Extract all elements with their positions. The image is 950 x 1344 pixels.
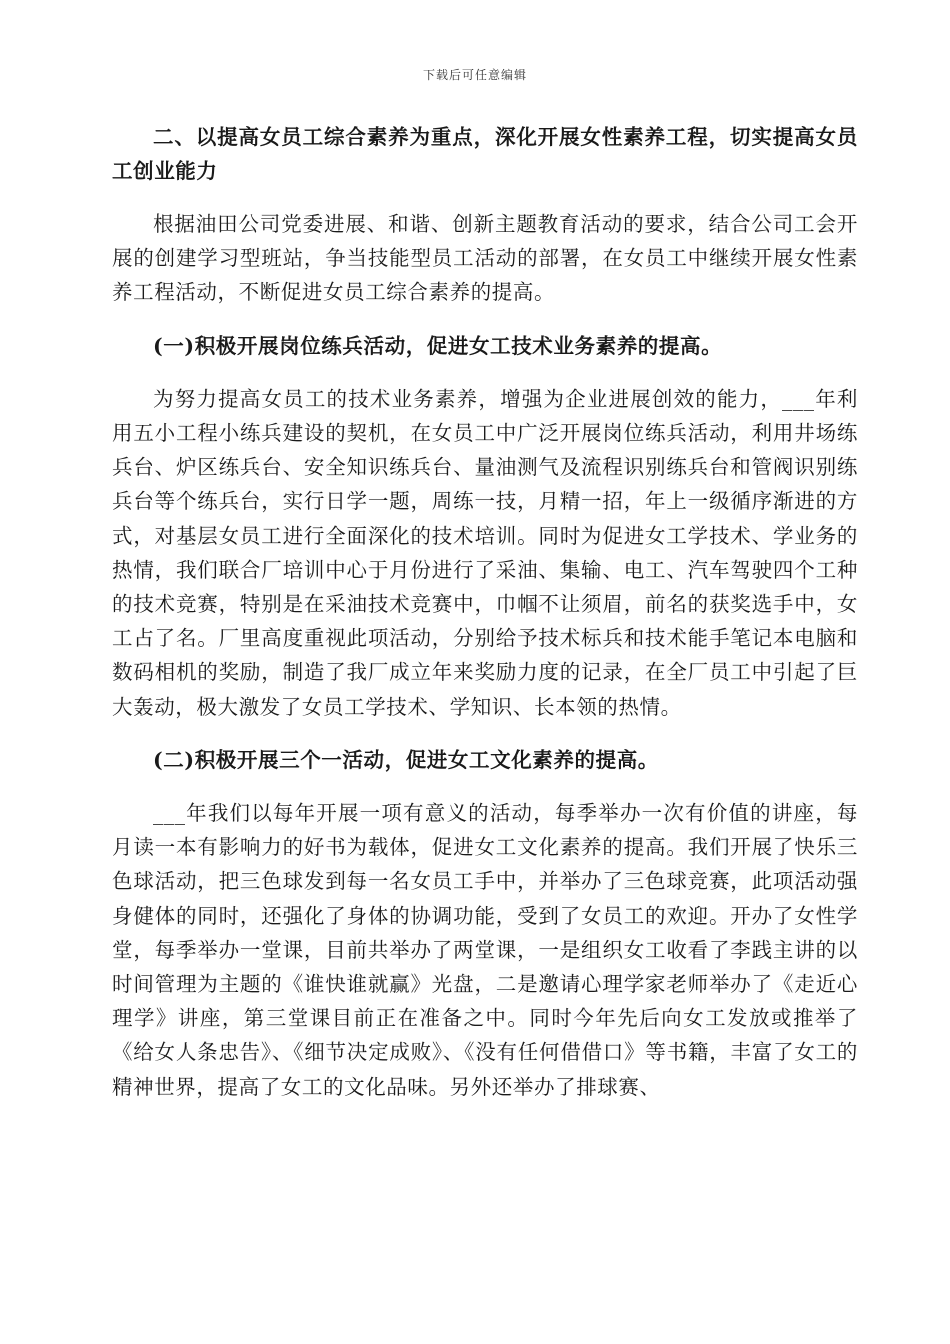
document-body xyxy=(112,120,858,1104)
subsection-paragraph-2: ___年我们以每年开展一项有意义的活动，每季举办一次有价值的讲座，每月读一本有影响力的好书为载体，促进女工文化素养的提高。我们开展了快乐三色球活动，把三色球发到每一名女员工手中，并举办了三色球竞赛，此项活动强身健体的同时，还强化了身体的协调功能，受到了女员工的欢迎。开办了女性学堂，每季举办一堂课，目前共举办了两堂课，一是组织女工收看了李践主讲的以时间管理为主题的《谁快谁就赢》光盘，二是邀请心理学家老师举办了《走近心理学》讲座，第三堂课目前正在准备之中。同时今年先后向女工发放或推举了《给女人条忠告》、《细节决定成败》、《没有任何借借口》等书籍，丰富了女工的精神世界，提高了女工的文化品味。另外还举办了排球赛、 xyxy=(112,801,858,1099)
section-title: 二、以提高女员工综合素养为重点，深化开展女性素养工程，切实提高女员工创业能力 xyxy=(112,125,858,183)
page-header-note: 下载后可任意编辑 xyxy=(422,68,527,82)
subsection-paragraph-1: 为努力提高女员工的技术业务素养，增强为企业进展创效的能力，___年利用五小工程小练兵建设的契机，在女员工中广泛开展岗位练兵活动，利用井场练兵台、炉区练兵台、安全知识练兵台、量油测气及流程识别练兵台和管阀识别练兵台等个练兵台，实行日学一题，周练一技，月精一招，年上一级循序渐进的方式，对基层女员工进行全面深化的技术培训。同时为促进女工学技术、学业务的热情，我们联合厂培训中心于月份进行了采油、集输、电工、汽车驾驶四个工种的技术竞赛，特别是在采油技术竞赛中，巾帼不让须眉，前名的获奖选手中，女工占了名。厂里高度重视此项活动，分别给予技术标兵和技术能手笔记本电脑和数码相机的奖励，制造了我厂成立年来奖励力度的记录，在全厂员工中引起了巨大轰动，极大激发了女员工学技术、学知识、长本领的热情。 xyxy=(112,386,858,719)
subsection-heading-2: (二)积极开展三个一活动，促进女工文化素养的提高。 xyxy=(153,747,659,772)
intro-paragraph: 根据油田公司党委进展、和谐、创新主题教育活动的要求，结合公司工会开展的创建学习型班站，争当技能型员工活动的部署，在女员工中继续开展女性素养工程活动，不断促进女员工综合素养的提高。 xyxy=(112,212,858,305)
subsection-heading-1: (一)积极开展岗位练兵活动，促进女工技术业务素养的提高。 xyxy=(153,333,723,358)
